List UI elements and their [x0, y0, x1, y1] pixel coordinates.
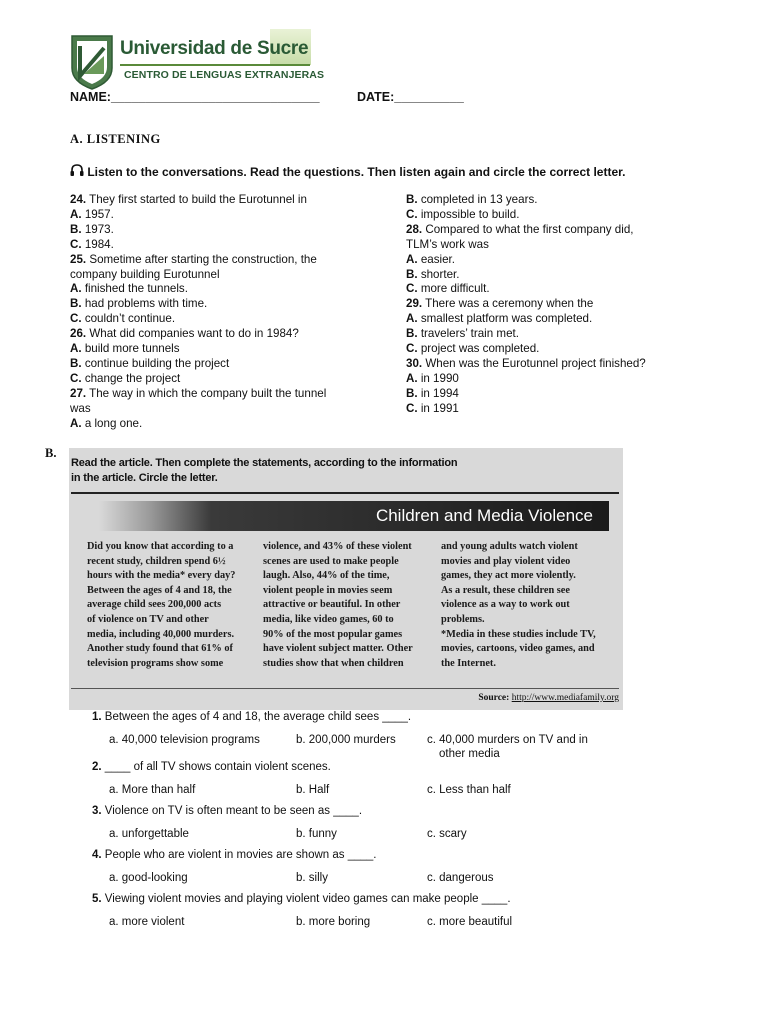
item-text: build more tunnels [81, 342, 180, 356]
article-top-rule [71, 492, 619, 494]
question-line [70, 223, 326, 238]
item-marker[interactable]: B. [70, 297, 82, 311]
name-blank[interactable]: ______________________________ [110, 90, 320, 104]
option-c-text-continued: other media [439, 748, 500, 760]
option-c[interactable] [427, 827, 467, 841]
article-line: laugh. Also, 44% of the time, [263, 570, 390, 582]
reading-question [92, 893, 511, 905]
item-text: 1984. [81, 237, 114, 251]
item-marker[interactable]: A. [70, 282, 82, 296]
question-line [406, 223, 646, 238]
article-line: average child sees 200,000 acts [87, 599, 222, 611]
item-marker[interactable]: B. [406, 386, 418, 400]
article-line: hours with the media* every day? [87, 570, 236, 582]
item-marker[interactable]: B. [406, 327, 418, 341]
article-line: the Internet. [441, 657, 496, 669]
article-line: As a result, these children see [441, 584, 570, 596]
reading-question [92, 761, 331, 773]
item-text: easier. [417, 252, 455, 266]
option-b[interactable] [296, 783, 329, 797]
date-label: DATE: [357, 90, 395, 104]
question-line [70, 387, 326, 402]
option-b[interactable] [296, 871, 328, 885]
question-line [406, 372, 646, 387]
reading-question [92, 849, 376, 861]
option-a-text: a. more violent [109, 916, 185, 928]
name-field-row [70, 90, 320, 104]
article-line: media, including 40,000 murders. [87, 628, 235, 640]
item-text: Sometime after starting the construction, the [86, 252, 317, 266]
item-marker[interactable]: C. [406, 342, 418, 356]
article-line: have violent subject matter. Other [263, 643, 413, 655]
option-a[interactable] [109, 783, 195, 797]
article-line: Did you know that according to a [87, 541, 234, 552]
item-marker[interactable]: 24. [70, 193, 87, 206]
article-bottom-rule [71, 688, 619, 689]
item-text: When was the Eurotunnel project finished? [422, 356, 646, 370]
option-a-text: a. 40,000 television programs [109, 734, 260, 746]
item-marker[interactable]: A. [406, 371, 418, 385]
section-b-label: B. [45, 446, 57, 460]
source-label: Source: [478, 693, 510, 703]
question-text: ____ of all TV shows contain violent scenes. [101, 761, 331, 773]
item-text: finished the tunnels. [81, 282, 188, 296]
item-marker[interactable]: C. [70, 237, 82, 251]
item-text: impossible to build. [417, 207, 520, 221]
item-text: The way in which the company built the tunnel [86, 386, 327, 400]
question-line [70, 238, 326, 253]
shield-icon [70, 34, 114, 90]
article-title: Children and Media Violence [375, 506, 593, 525]
option-c-text: c. dangerous [427, 872, 494, 884]
article-line: violence as a way to work out [441, 599, 570, 611]
item-marker[interactable]: 29. [406, 297, 423, 311]
question-line [70, 342, 326, 357]
question-line [406, 208, 646, 223]
option-b-text: b. more boring [296, 916, 371, 928]
option-c[interactable] [427, 783, 511, 797]
article-source [478, 693, 619, 703]
option-b[interactable] [296, 915, 370, 929]
option-a[interactable] [109, 827, 189, 841]
article-line: attractive or beautiful. In other [263, 599, 401, 611]
item-marker[interactable]: 30. [406, 356, 423, 370]
article-instruction-line1: Read the article. Then complete the statements, according to the information [71, 457, 458, 469]
article-line: problems. [441, 613, 485, 625]
item-marker[interactable]: B. [70, 222, 82, 236]
question-line [70, 402, 326, 417]
question-line [406, 357, 646, 372]
option-b[interactable] [296, 827, 337, 841]
item-marker[interactable]: A. [406, 312, 418, 326]
university-logo [70, 34, 325, 90]
section-a-title: A. LISTENING [70, 132, 161, 146]
question-text: People who are violent in movies are shown as ____. [101, 849, 377, 861]
question-text: Viewing violent movies and playing violent video games can make people ____. [101, 893, 511, 905]
name-label: NAME: [70, 90, 111, 104]
item-marker[interactable]: B. [406, 267, 418, 281]
option-c[interactable] [427, 871, 494, 885]
question-line [406, 342, 646, 357]
item-text: 1957. [81, 207, 114, 221]
item-text: completed in 13 years. [417, 193, 538, 206]
logo-divider [120, 64, 310, 66]
question-line [70, 372, 326, 387]
question-number: 1. [92, 711, 102, 723]
item-marker[interactable]: A. [70, 207, 82, 221]
article-column-2 [263, 540, 413, 671]
option-c[interactable] [427, 915, 512, 929]
question-text: Violence on TV is often meant to be seen as ____. [101, 805, 363, 817]
article-line: and young adults watch violent [441, 541, 578, 552]
item-text: in 1990 [417, 371, 459, 385]
question-line [70, 327, 326, 342]
option-b[interactable] [296, 733, 396, 747]
item-text: company building Eurotunnel [70, 267, 220, 281]
question-line [406, 193, 646, 208]
item-text: couldn’t continue. [81, 312, 176, 326]
article-line: media, like video games, 60 to [263, 613, 394, 625]
option-c-text: c. Less than half [427, 784, 511, 796]
article-line: violence, and 43% of these violent [263, 541, 412, 552]
article-image [69, 448, 623, 710]
option-c-text: c. 40,000 murders on TV and in [427, 734, 588, 746]
question-line [70, 282, 326, 297]
article-line: studies show that when children [263, 657, 404, 669]
question-line [70, 208, 326, 223]
item-marker[interactable]: C. [406, 207, 418, 221]
option-a-text: a. good-looking [109, 872, 188, 884]
article-column-1 [87, 540, 235, 671]
question-text: Between the ages of 4 and 18, the average child sees ____. [101, 711, 412, 723]
question-number: 3. [92, 805, 102, 817]
question-line [406, 268, 646, 283]
source-link[interactable]: http://www.mediafamily.org [511, 693, 619, 703]
article-instruction-line2: in the article. Circle the letter. [71, 471, 218, 484]
headphones-icon [70, 164, 84, 177]
question-line [70, 312, 326, 327]
item-text: had problems with time. [81, 297, 208, 311]
instruction-text: Listen to the conversations. Read the questions. Then listen again and circle the correct letter. [87, 165, 626, 179]
question-line [70, 297, 326, 312]
article-line: violent people in movies seem [263, 584, 393, 596]
option-c-text: c. more beautiful [427, 916, 513, 928]
question-line [406, 253, 646, 268]
question-line [70, 268, 326, 283]
item-text: in 1994 [417, 386, 459, 400]
question-line [406, 327, 646, 342]
question-line [406, 238, 646, 253]
option-b-text: b. Half [296, 784, 330, 796]
item-text: was [70, 401, 91, 415]
item-text: project was completed. [417, 342, 540, 356]
question-line [406, 312, 646, 327]
article-line: *Media in these studies include TV, [441, 628, 596, 640]
question-line [406, 387, 646, 402]
item-marker[interactable]: B. [70, 356, 82, 370]
item-text: continue building the project [81, 356, 230, 370]
item-marker[interactable]: C. [406, 282, 418, 296]
item-text: a long one. [81, 416, 143, 430]
item-marker[interactable]: 25. [70, 252, 87, 266]
item-text: travelers’ train met. [417, 327, 519, 341]
item-marker[interactable]: C. [406, 401, 418, 415]
item-text: There was a ceremony when the [422, 297, 594, 311]
item-marker[interactable]: 27. [70, 386, 87, 400]
question-number: 4. [92, 849, 102, 861]
item-text: smallest platform was completed. [417, 312, 593, 326]
article-instruction [71, 456, 457, 485]
article-line: of violence on TV and other [87, 613, 209, 625]
item-marker[interactable]: A. [70, 342, 82, 356]
option-a-text: a. unforgettable [109, 828, 189, 840]
item-marker[interactable]: 28. [406, 222, 423, 236]
option-a[interactable] [109, 733, 260, 747]
item-marker[interactable]: C. [70, 371, 82, 385]
article-line: Another study found that 61% of [87, 643, 233, 655]
item-marker[interactable]: A. [406, 252, 418, 266]
option-a-text: a. More than half [109, 784, 196, 796]
article-line: recent study, children spend 6½ [87, 555, 226, 567]
article-line: Between the ages of 4 and 18, the [87, 584, 232, 596]
item-marker[interactable]: B. [406, 193, 418, 206]
option-a[interactable] [109, 871, 188, 885]
option-a[interactable] [109, 915, 184, 929]
item-marker[interactable]: A. [70, 416, 82, 430]
item-text: They first started to build the Eurotunnel in [86, 193, 307, 206]
question-line [70, 357, 326, 372]
article-line: movies and play violent video [441, 555, 571, 567]
item-text: 1973. [81, 222, 114, 236]
question-line [70, 193, 326, 208]
item-marker[interactable]: C. [70, 312, 82, 326]
article-line: movies, cartoons, video games, and [441, 643, 595, 655]
questions-left-column [70, 193, 326, 432]
question-line [406, 282, 646, 297]
date-field-row [357, 90, 464, 104]
article-line: television programs show some [87, 657, 224, 669]
option-c[interactable] [427, 733, 588, 761]
question-line [406, 297, 646, 312]
item-text: What did companies want to do in 1984? [86, 327, 299, 341]
language-center-name: CENTRO DE LENGUAS EXTRANJERAS [124, 69, 325, 81]
item-text: shorter. [417, 267, 460, 281]
question-number: 5. [92, 893, 102, 905]
date-blank[interactable]: __________ [394, 90, 464, 104]
article-line: scenes are used to make people [263, 555, 399, 567]
question-line [70, 417, 326, 432]
item-text: TLM’s work was [406, 237, 489, 251]
question-line [406, 402, 646, 417]
option-b-text: b. funny [296, 828, 337, 840]
reading-question [92, 805, 362, 817]
listening-instruction [70, 164, 625, 179]
question-line [70, 253, 326, 268]
questions-right-column [406, 193, 646, 417]
item-text: more difficult. [417, 282, 490, 296]
reading-question [92, 711, 411, 723]
article-line: games, they act more violently. [441, 570, 576, 582]
option-b-text: b. 200,000 murders [296, 734, 396, 746]
option-b-text: b. silly [296, 872, 328, 884]
item-text: change the project [81, 371, 181, 385]
option-c-text: c. scary [427, 828, 467, 840]
item-marker[interactable]: 26. [70, 327, 87, 341]
article-line: 90% of the most popular games [263, 628, 403, 640]
university-name: Universidad de Sucre [120, 38, 309, 59]
question-number: 2. [92, 761, 102, 773]
item-text: Compared to what the first company did, [422, 222, 634, 236]
item-text: in 1991 [417, 401, 459, 415]
article-column-3 [441, 540, 596, 671]
